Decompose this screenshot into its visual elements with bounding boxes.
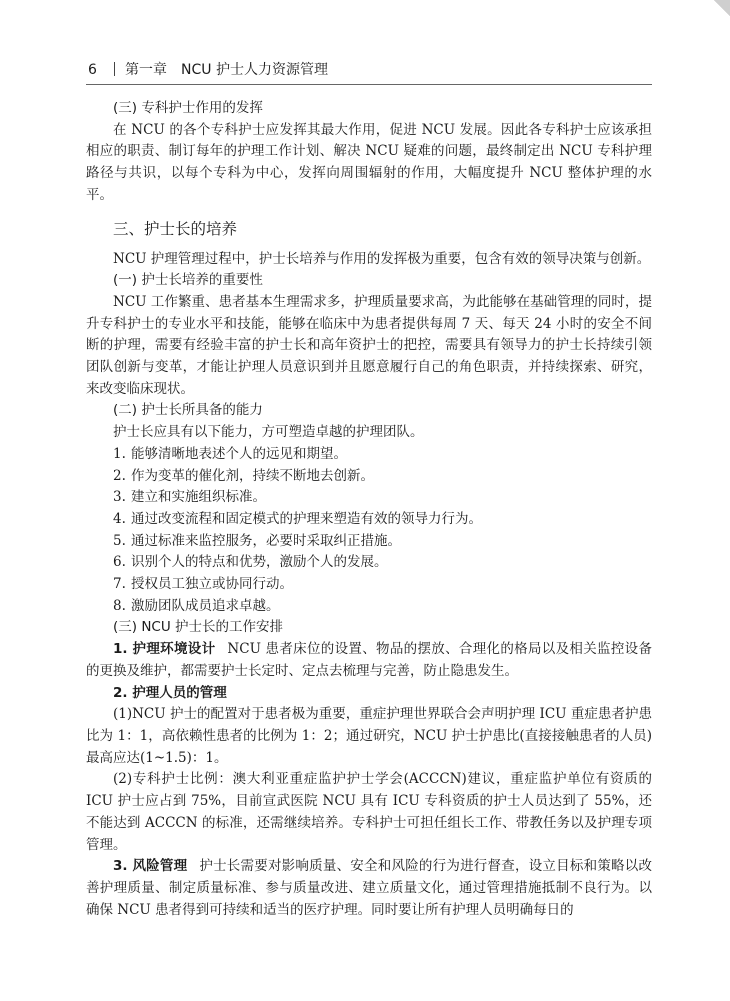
page-content [86, 98, 652, 921]
paragraph-risk-management: 3. 风险管理 护士长需要对影响质量、安全和风险的行为进行督查，设立目标和策略以改善护理质量、制定质量标准、参与质量改进、建立质量文化，通过管理措施抵制不良行为。以确保 NCU 患者得到可持续和适当的医疗护理。同时要让所有护理人员明确每日的 [86, 858, 652, 918]
run-in-label: 2. 护理人员的管理 [113, 684, 227, 701]
paragraph-staff-management-label [86, 683, 652, 705]
chapter-title: 第一章 NCU 护士人力资源管理 [125, 62, 328, 78]
subsection-heading-abilities: (二) 护士长所具备的能力 [113, 402, 263, 419]
paragraph: 在 NCU 的各个专科护士应发挥其最大作用，促进 NCU 发展。因此各专科护士应该承担相应的职责、制订每年的护理工作计划、解决 NCU 疑难的问题，最终制定出 NCU 专科护理路径与共识，以每个专科为中心，发挥向周围辐射的作用，大幅度提升 NCU 整体护理的水平。 [86, 121, 652, 203]
subsection-heading-importance: (一) 护士长培养的重要性 [113, 272, 263, 289]
list-item: 8. 激励团队成员追求卓越。 [113, 597, 280, 614]
abilities-list [86, 444, 652, 618]
paragraph-environment-design: 1. 护理环境设计 NCU 患者床位的设置、物品的摆放、合理化的格局以及相关监控设备的更换及维护，都需要护士长定时、定点去梳理与完善，防止隐患发生。 [86, 641, 652, 679]
list-item: 7. 授权员工独立或协同行动。 [113, 576, 293, 593]
run-in-label: 3. 风险管理 [113, 858, 188, 875]
list-item: 3. 建立和实施组织标准。 [113, 489, 266, 506]
section-heading-specialist-role: (三) 专科护士作用的发挥 [113, 100, 263, 116]
section-title-head-nurse: 三、护士长的培养 [113, 219, 238, 238]
list-item: 5. 通过标准来监控服务，必要时采取纠正措施。 [113, 532, 401, 549]
paragraph: (1)NCU 护士的配置对于患者极为重要，重症护理世界联合会声明护理 ICU 重症患者护患比为 1：1，高依赖性患者的比例为 1：2；通过研究，NCU 护士护患比(直接接触患者的人员)最高应达(1~1.5)：1。 [86, 706, 652, 766]
header-separator [114, 62, 115, 76]
paragraph: NCU 工作繁重、患者基本生理需求多，护理质量要求高，为此能够在基础管理的同时，提升专科护士的专业水平和技能，能够在临床中为患者提供每周 7 天、每天 24 小时的安全不间断的护理，需要有经验丰富的护士长和高年资护士的把控，需要具有领导力的护士长持续引领团队创新与变革，才能让护理人员意识到并且愿意履行自己的角色职责，并持续探索、研究，来改变临床现状。 [86, 293, 652, 397]
paragraph: 护士长应具有以下能力，方可塑造卓越的护理团队。 [113, 424, 424, 441]
paragraph: NCU 护理管理过程中，护士长培养与作用的发挥极为重要，包含有效的领导决策与创新。 [113, 250, 651, 267]
paragraph: (2)专科护士比例：澳大利亚重症监护护士学会(ACCCN)建议，重症监护单位有资质的 ICU 护士应占到 75%，目前宣武医院 NCU 具有 ICU 专科资质的护士人员达到了 55%，还不能达到 ACCCN 的标准，还需继续培养。专科护士可担任组长工作、带教任务以及护理专项管理。 [86, 771, 652, 853]
run-in-label: 1. 护理环境设计 [113, 641, 216, 658]
page-number: 6 [88, 62, 97, 78]
list-item: 1. 能够清晰地表述个人的远见和期望。 [113, 445, 347, 462]
list-item: 4. 通过改变流程和固定模式的护理来塑造有效的领导力行为。 [113, 510, 482, 527]
list-item: 6. 识别个人的特点和优势，激励个人的发展。 [113, 554, 388, 571]
running-header [86, 58, 652, 85]
page-corner-fold [714, 0, 730, 16]
subsection-heading-work-arrangement: (三) NCU 护士长的工作安排 [113, 619, 284, 636]
list-item: 2. 作为变革的催化剂，持续不断地去创新。 [113, 467, 374, 484]
